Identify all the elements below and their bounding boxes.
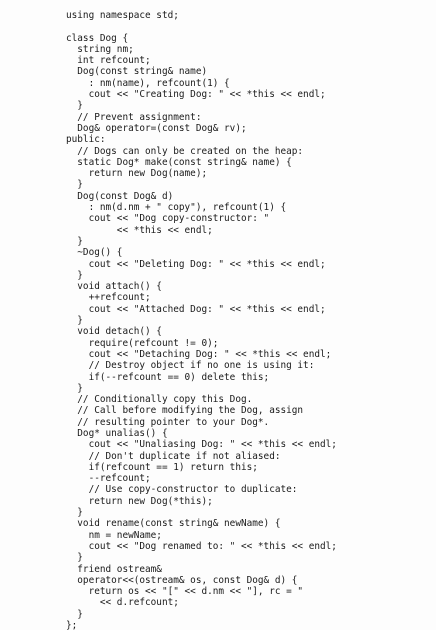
code-line: // Don't duplicate if not aliased:	[66, 450, 281, 462]
code-line: string nm;	[66, 43, 134, 55]
code-line: cout << "Dog copy-constructor: "	[66, 213, 270, 225]
code-line: cout << "Detaching Dog: " << *this << endl;	[66, 348, 332, 360]
code-line: ++refcount;	[66, 292, 151, 304]
code-line: // resulting pointer to your Dog*.	[66, 416, 270, 428]
code-line: }	[66, 315, 83, 327]
code-line: << d.refcount;	[66, 597, 179, 609]
code-line: // Destroy object if no one is using it:	[66, 360, 315, 372]
code-line: }	[66, 507, 83, 519]
code-line: using namespace std;	[66, 10, 179, 21]
code-line: // Dogs can only be created on the heap:	[66, 145, 304, 157]
code-line: Dog& operator=(const Dog& rv);	[66, 122, 247, 134]
code-line: ~Dog() {	[66, 247, 123, 259]
code-line: // Call before modifying the Dog, assign	[66, 405, 304, 417]
code-line: };	[66, 620, 78, 631]
code-line: : nm(d.nm + " copy"), refcount(1) {	[66, 202, 287, 214]
code-line: public:	[66, 134, 106, 146]
code-line: // Use copy-constructor to duplicate:	[66, 484, 298, 496]
code-line: // Conditionally copy this Dog.	[66, 394, 253, 406]
code-line: return new Dog(name);	[66, 168, 208, 180]
code-line: operator<<(ostream& os, const Dog& d) {	[66, 574, 298, 586]
code-line: Dog(const Dog& d)	[66, 190, 174, 202]
code-line: if(refcount == 1) return this;	[66, 461, 258, 473]
code-line: return os << "[" << d.nm << "], rc = "	[66, 586, 304, 598]
code-block	[66, 10, 337, 631]
code-line: if(--refcount == 0) delete this;	[66, 371, 270, 383]
code-line: }	[66, 100, 83, 112]
code-line: }	[66, 235, 83, 247]
code-line: nm = newName;	[66, 529, 162, 541]
code-line: void rename(const string& newName) {	[66, 518, 281, 530]
code-line: class Dog {	[66, 32, 129, 44]
code-line: void attach() {	[66, 281, 162, 293]
code-line	[66, 21, 337, 32]
code-line: cout << "Unaliasing Dog: " << *this << endl;	[66, 439, 337, 451]
code-line: friend ostream&	[66, 563, 162, 575]
code-line: cout << "Deleting Dog: " << *this << endl;	[66, 258, 326, 270]
code-line: cout << "Creating Dog: " << *this << endl;	[66, 89, 326, 101]
code-line: cout << "Attached Dog: " << *this << endl;	[66, 303, 326, 315]
code-line: }	[66, 608, 83, 620]
code-line: --refcount;	[66, 473, 151, 485]
code-line: static Dog* make(const string& name) {	[66, 156, 292, 168]
code-line: return new Dog(*this);	[66, 495, 213, 507]
code-line: << *this << endl;	[66, 224, 213, 236]
code-line: int refcount;	[66, 55, 151, 67]
code-line: // Prevent assignment:	[66, 111, 202, 123]
code-line: }	[66, 382, 83, 394]
code-line: }	[66, 552, 83, 564]
code-line: }	[66, 179, 83, 191]
code-line: }	[66, 269, 83, 281]
code-line: Dog(const string& name)	[66, 66, 208, 78]
code-line: : nm(name), refcount(1) {	[66, 77, 230, 89]
code-line: require(refcount != 0);	[66, 337, 219, 349]
code-line: void detach() {	[66, 326, 162, 338]
code-line: cout << "Dog renamed to: " << *this << endl;	[66, 540, 337, 552]
code-line: Dog* unalias() {	[66, 427, 168, 439]
